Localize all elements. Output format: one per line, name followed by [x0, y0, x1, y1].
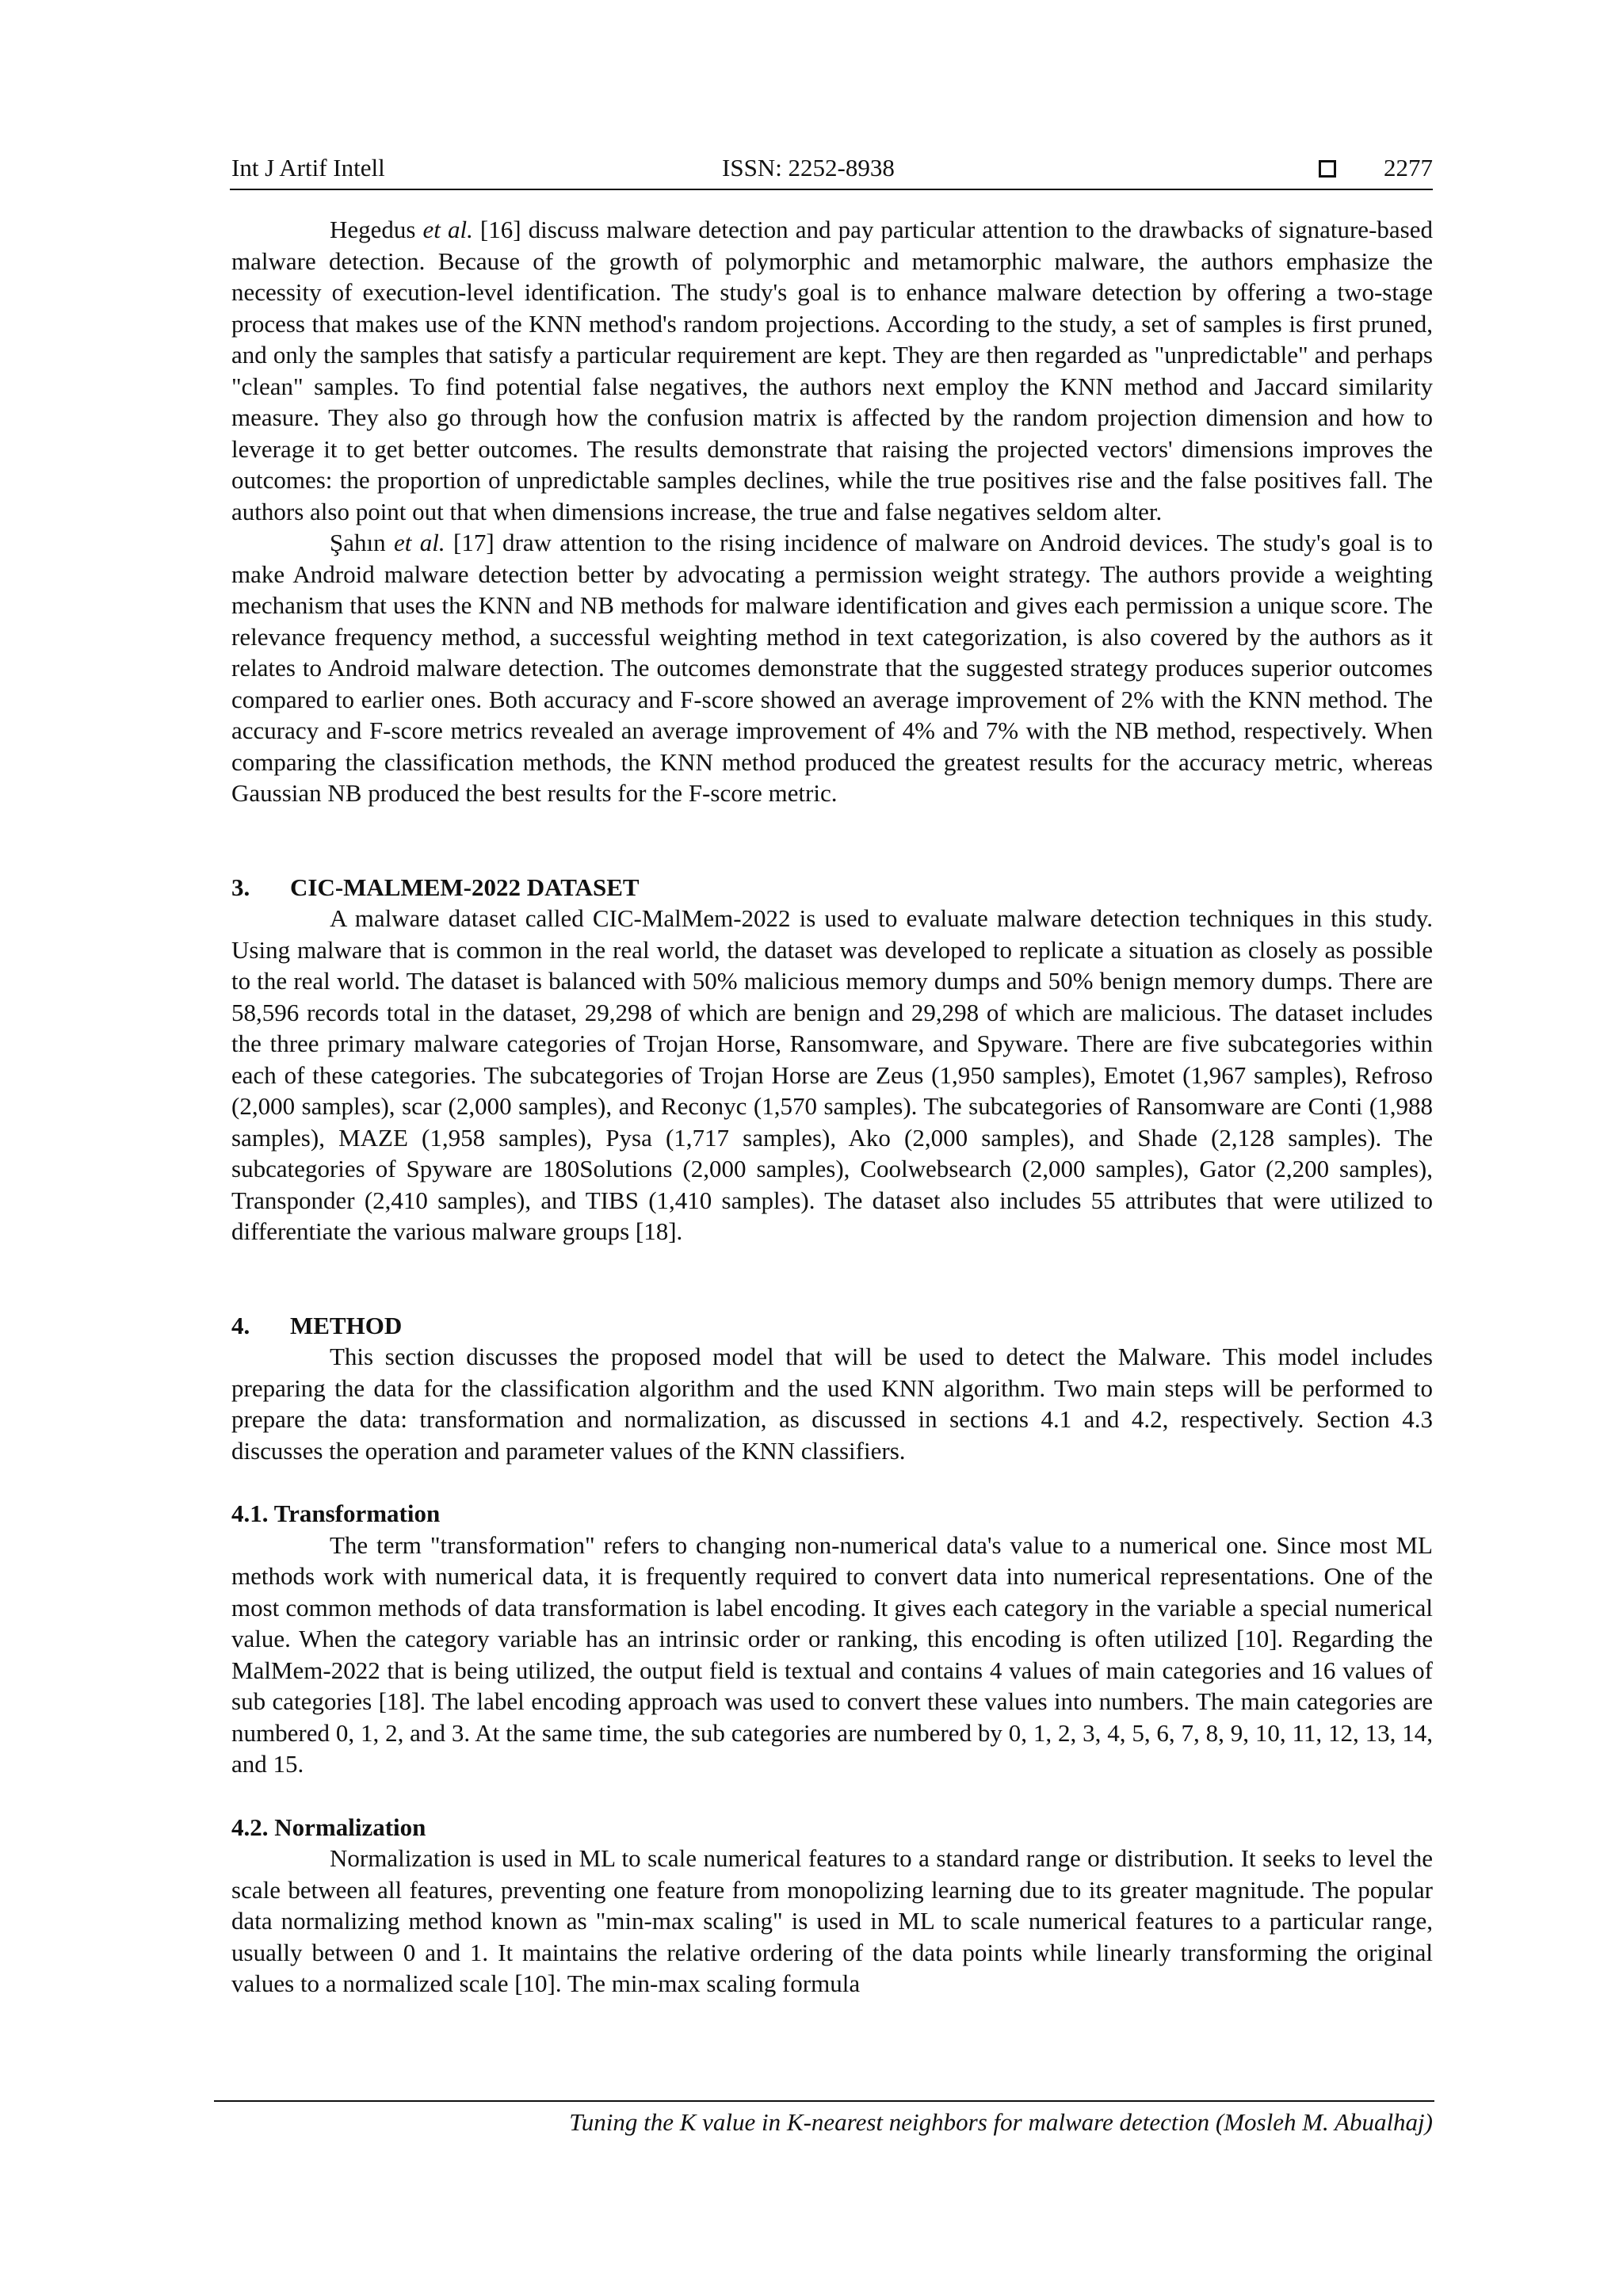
section-4-number: 4.	[231, 1311, 250, 1339]
square-icon	[1319, 160, 1336, 178]
section-3-title: CIC-MALMEM-2022 DATASET	[290, 873, 640, 901]
section-4-2-heading: 4.2. Normalization	[231, 1813, 426, 1841]
section-3-paragraph: A malware dataset called CIC-MalMem-2022 is used to evaluate malware detection techniques in this study. Using malware that is common in the real world, the dataset was developed to replicate a situation as closely as possible to the real world. The dataset is balanced with 50% malicious memory dumps and 50% benign memory dumps. There are 58,596 records total in the dataset, 29,298 of which are benign and 29,298 of which are malicious. The dataset includes the three primary malware categories of Trojan Horse, Ransomware, and Spyware. There are five subcategories within each of these categories. The subcategories of Trojan Horse are Zeus (1,950 samples), Emotet (1,967 samples), Refroso (2,000 samples), scar (2,000 samples), and Reconyc (1,570 samples). The subcategories of Ransomware are Conti (1,988 samples), MAZE (1,958 samples), Pysa (1,717 samples), Ako (2,000 samples), and Shade (2,128 samples). The subcategories of Spyware are 180Solutions (2,000 samples), Coolwebsearch (2,000 samples), Gator (2,200 samples), Transponder (2,410 samples), and TIBS (1,410 samples). The dataset also includes 55 attributes that were utilized to differentiate the various malware groups [18].	[231, 904, 1433, 1245]
running-footer: Tuning the K value in K-nearest neighbors for malware detection (Mosleh M. Abualhaj)	[569, 2108, 1433, 2136]
section-3-number: 3.	[231, 873, 250, 901]
paragraph-hegedus: Hegedus et al. [16] discuss malware detection and pay particular attention to the drawbacks of signature-based malware detection. Because of the growth of polymorphic and metamorphic malware, the authors emphasize the necessity of execution-level identification. The study's goal is to enhance malware detection by offering a two-stage process that makes use of the KNN method's random projections. According to the study, a set of samples is first pruned, and only the samples that satisfy a particular requirement are kept. They are then regarded as "unpredictable" and perhaps "clean" samples. To find potential false negatives, the authors next employ the KNN method and Jaccard similarity measure. They also go through how the confusion matrix is affected by the random projection dimension and how to leverage it to get better outcomes. The results demonstrate that raising the projected vectors' dimensions improves the outcomes: the proportion of unpredictable samples declines, while the true positives rise and the false positives fall. The authors also point out that when dimensions increase, the true and false negatives seldom alter.	[231, 216, 1433, 525]
section-4-title: METHOD	[290, 1311, 403, 1339]
page-header	[231, 154, 1433, 190]
section-4-1-paragraph: The term "transformation" refers to changing non-numerical data's value to a numerical one. Since most ML methods work with numerical data, it is frequently required to convert data into numerical representations. One of the most common methods of data transformation is label encoding. It gives each category in the variable a special numerical value. When the category variable has an intrinsic order or ranking, this encoding is often utilized [10]. Regarding the MalMem-2022 that is being utilized, the output field is textual and contains 4 values of main categories and 16 values of sub categories [18]. The label encoding approach was used to convert these values into numbers. The main categories are numbered 0, 1, 2, and 3. At the same time, the sub categories are numbered by 0, 1, 2, 3, 4, 5, 6, 7, 8, 9, 10, 11, 12, 13, 14, and 15.	[231, 1530, 1433, 1778]
footer-rule	[214, 2100, 1434, 2102]
section-4-heading	[231, 1310, 1433, 1342]
section-4-paragraph: This section discusses the proposed model that will be used to detect the Malware. This model includes preparing the data for the classification algorithm and the used KNN algorithm. Two main steps will be performed to prepare the data: transformation and normalization, as discussed in sections 4.1 and 4.2, respectively. Section 4.3 discusses the operation and parameter values of the KNN classifiers.	[231, 1343, 1433, 1465]
journal-name: Int J Artif Intell	[231, 154, 385, 181]
header-rule	[230, 189, 1433, 190]
page-number: 2277	[1384, 154, 1433, 181]
issn: ISSN: 2252-8938	[722, 154, 895, 181]
paragraph-sahin: Şahın et al. [17] draw attention to the rising incidence of malware on Android devices. The study's goal is to make Android malware detection better by advocating a permission weight strategy. The authors provide a weighting mechanism that uses the KNN and NB methods for malware identification and gives each permission a unique score. The relevance frequency method, a successful weighting method in text categorization, is also covered by the authors as it relates to Android malware detection. The outcomes demonstrate that the suggested strategy produces superior outcomes compared to earlier ones. Both accuracy and F-score showed an average improvement of 2% with the KNN method. The accuracy and F-score metrics revealed an average improvement of 4% and 7% with the NB method, respectively. When comparing the classification methods, the KNN method produced the greatest results for the accuracy metric, whereas Gaussian NB produced the best results for the F-score metric.	[231, 529, 1433, 807]
section-4-2-paragraph: Normalization is used in ML to scale numerical features to a standard range or distribution. It seeks to level the scale between all features, preventing one feature from monopolizing learning due to its greater magnitude. The popular data normalizing method known as "min-max scaling" is used in ML to scale numerical features to a particular range, usually between 0 and 1. It maintains the relative ordering of the data points while linearly transforming the original values to a normalized scale [10]. The min-max scaling formula	[231, 1844, 1433, 1997]
page-body	[231, 214, 1433, 2000]
section-3-heading	[231, 872, 1433, 904]
section-4-1-heading: 4.1. Transformation	[231, 1499, 441, 1527]
